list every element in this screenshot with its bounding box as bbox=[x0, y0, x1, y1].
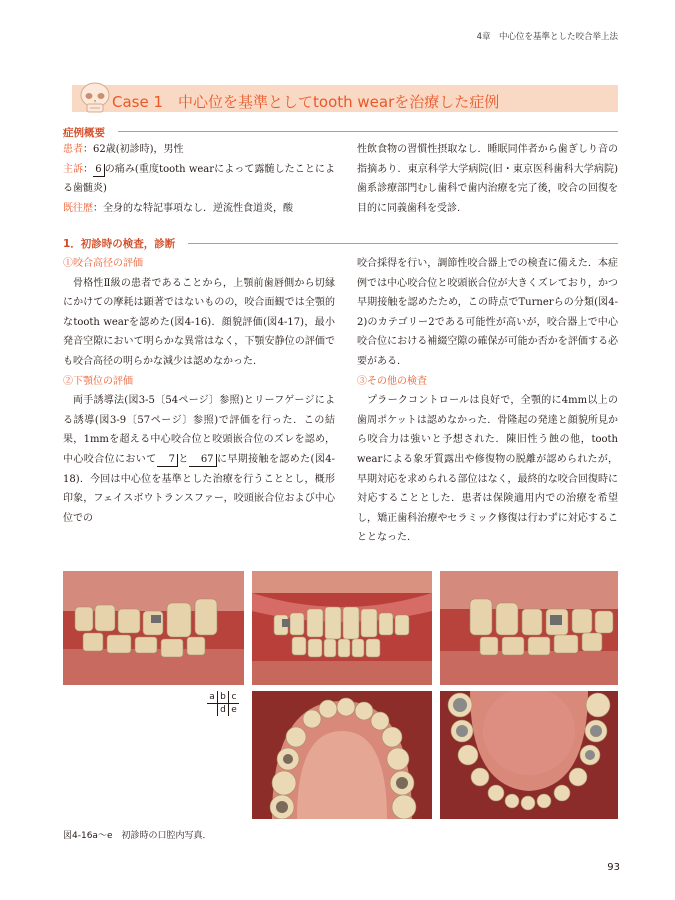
subheading-other-exams: ③その他の検査 bbox=[357, 375, 427, 387]
key-e: e bbox=[231, 705, 237, 715]
photo-b-frontal bbox=[252, 571, 432, 685]
complaint-label: 主訴 bbox=[63, 163, 84, 175]
photo-c-left-lateral bbox=[440, 571, 618, 685]
photo-e-mandibular-occlusal bbox=[440, 691, 618, 819]
overview-right-text: 性飲食物の習慣性摂取なし．睡眠同伴者から歯ぎしり音の指摘あり．東京科学大学病院(旧・東京医科歯科大学病院)歯系診療部門むし歯科で歯内治療を完了後，咬合の回復を目的に同義歯科を受診． bbox=[357, 144, 618, 214]
overview-right-column bbox=[357, 140, 618, 218]
para2-part-b: に早期接触を認めた(図4-18)．今回は中心位を基準とした治療を行うこととし，概形印象，フェイスボウトランスファー，咬頭嵌合位および中心位での bbox=[63, 453, 336, 524]
overview-heading: 症例概要 bbox=[63, 127, 105, 139]
section1-right-column bbox=[357, 254, 618, 548]
section1-rule bbox=[188, 243, 618, 244]
section1-left-column bbox=[63, 254, 335, 528]
paragraph-vertical-dimension: 骨格性Ⅱ級の患者であることから，上顎前歯唇側から切縁にかけての摩耗は顕著ではないものの，咬合面観では全顎的なtooth wearを認めた(図4-16)．顔貌評価(図4-17)，最小発音空隙において明らかな異常はなく，下顎安静位の評価でも咬合高径の明らかな減少は認めなかった． bbox=[63, 277, 335, 367]
tooth-notation: 67 bbox=[189, 454, 217, 467]
key-c: c bbox=[229, 691, 240, 704]
paragraph-articulator: 咬合採得を行い，調節性咬合器上での検査に備えた．本症例では中心咬合位と咬頭嵌合位が大きくズレており，かつ早期接触を認めたため，この時点でTurnerらの分類(図4-2)のカテゴリー2である可能性が高いが，咬合器上で中心咬合位における補綴空隙の確保が可能か否かを評価する必要がある． bbox=[357, 258, 618, 367]
photo-a-right-lateral bbox=[63, 571, 244, 685]
key-b: b bbox=[218, 691, 229, 704]
overview-left-column bbox=[63, 140, 335, 218]
complaint-text: の痛み(重度tooth wearによって露髄したことによる歯髄炎) bbox=[63, 163, 335, 195]
key-empty bbox=[207, 704, 218, 717]
subheading-vertical-dimension: ①咬合高径の評価 bbox=[63, 258, 143, 269]
page-number: 93 bbox=[607, 862, 620, 873]
paragraph-mandibular-position bbox=[63, 391, 335, 528]
overview-rule bbox=[118, 131, 618, 132]
tooth-notation: 7 bbox=[157, 454, 178, 467]
para2-mid: と bbox=[178, 453, 189, 465]
history-text: ：全身的な特記事項なし．逆流性食道炎，酸 bbox=[93, 202, 293, 214]
history-label: 既往歴 bbox=[63, 202, 93, 214]
section1-heading: 1．初診時の検査，診断 bbox=[63, 238, 176, 250]
skull-icon bbox=[75, 80, 115, 116]
figure-layout-key bbox=[207, 691, 239, 716]
para2-part-a: 両手誘導法(図3-5〔54ページ〕参照)とリーフゲージによる誘導(図3-9〔57ページ〕参照)で評価を行った．この結果，1mmを超える中心咬合位と咬頭嵌合位のズレを認め，中心咬合位において bbox=[63, 395, 335, 465]
complaint-colon: ： bbox=[83, 163, 94, 175]
key-d: d bbox=[218, 704, 229, 717]
patient-label: 患者 bbox=[63, 144, 83, 155]
paragraph-other-exams: プラークコントロールは良好で，全顎的に4mm以上の歯周ポケットは認めなかった．骨隆起の発達と顔貌所見から咬合力は強いと予想された．陳旧性う蝕の他，tooth wearによる象牙質露出や修復物の脱離が認められたが，早期対応を求められる部位はなく，最終的な咬合回復時に対応することとした．患者は保険適用内での治療を希望し，矯正歯科治療やセラミック修復は行わずに対応することとなった． bbox=[357, 395, 618, 544]
tooth-notation: 6 bbox=[93, 164, 104, 177]
running-head: 4章 中心位を基準とした咬合挙上法 bbox=[476, 32, 618, 42]
patient-text: ：62歳(初診時)，男性 bbox=[83, 144, 184, 155]
photo-d-maxillary-occlusal bbox=[252, 691, 432, 819]
case-title: Case 1 中心位を基準としてtooth wearを治療した症例 bbox=[112, 93, 500, 111]
key-a: a bbox=[207, 691, 218, 704]
subheading-mandibular-position: ②下顎位の評価 bbox=[63, 375, 133, 387]
figure-caption: 図4-16a〜e 初診時の口腔内写真． bbox=[63, 831, 212, 841]
